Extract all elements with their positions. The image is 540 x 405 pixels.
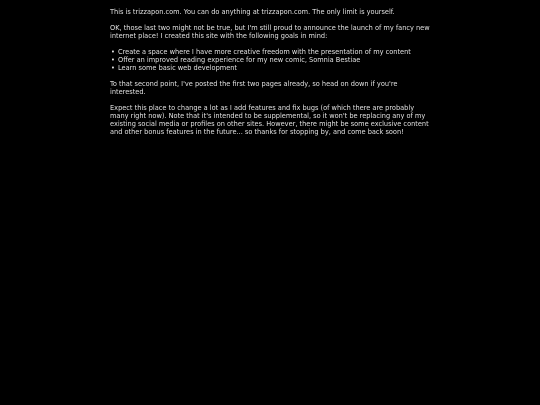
bullet-icon: • (111, 64, 115, 72)
intro-tagline: This is trizzapon.com. You can do anything at trizzapon.com. The only limit is yourself. (110, 8, 395, 16)
announcement-article (110, 8, 432, 144)
goal-text: Learn some basic web development (118, 64, 238, 72)
goal-text: Offer an improved reading experience for my new comic, Somnia Bestiae (118, 56, 361, 64)
closing-paragraph: Expect this place to change a lot as I add features and fix bugs (of which there are probably many right now). Note that it's intended to be supplemental, so it won't be replacing any of my existing social media or profiles on other sites. However, there might be some exclusive content and other bonus features in the future... so thanks for stopping by, and come back soon! (110, 104, 429, 136)
goals-list (110, 48, 432, 72)
intro-launch-paragraph: OK, those last two might not be true, but I'm still proud to announce the launch of my fancy new internet place! I created this site with the following goals in mind: (110, 24, 430, 40)
list-item (111, 64, 432, 72)
list-item (111, 56, 432, 64)
bullet-icon: • (111, 56, 115, 64)
bullet-icon: • (111, 48, 115, 56)
list-item (111, 48, 432, 56)
second-point-paragraph: To that second point, I've posted the first two pages already, so head on down if you're interested. (110, 80, 398, 96)
goal-text: Create a space where I have more creative freedom with the presentation of my content (118, 48, 411, 56)
